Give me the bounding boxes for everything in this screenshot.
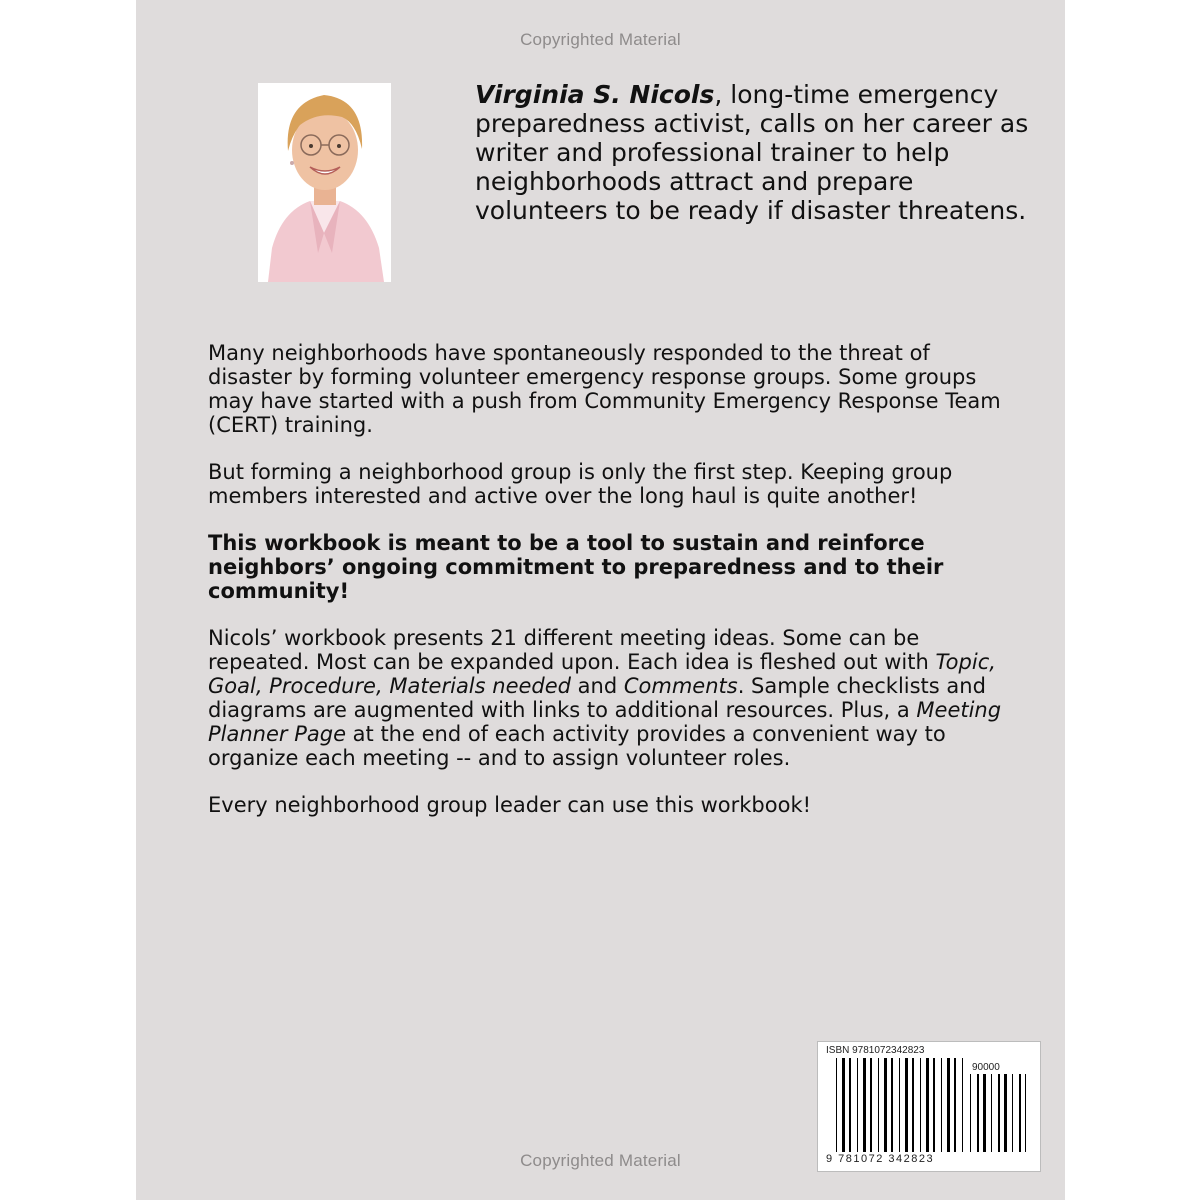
watermark-bottom: Copyrighted Material	[520, 1151, 681, 1170]
barcode-bar	[983, 1074, 986, 1152]
barcode-bar	[870, 1058, 872, 1152]
description	[208, 341, 1008, 840]
isbn-digits: 9 781072 342823	[826, 1153, 935, 1165]
barcode-bar	[863, 1058, 866, 1152]
barcode-bar	[849, 1058, 851, 1152]
author-portrait	[258, 83, 391, 282]
barcode-bar	[1012, 1074, 1013, 1152]
paragraph-contents	[208, 626, 1008, 770]
barcode-bar	[899, 1058, 900, 1152]
barcode-bar	[912, 1058, 914, 1152]
barcode-bar	[954, 1058, 956, 1152]
barcode-bar	[857, 1058, 858, 1152]
barcode-bar	[941, 1058, 942, 1152]
paragraph-purpose: This workbook is meant to be a tool to sustain and reinforce neighbors’ ongoing commitment to preparedness and to their community!	[208, 531, 944, 603]
paragraph-intro: Many neighborhoods have spontaneously responded to the threat of disaster by forming volunteer emergency response groups. Some groups may have started with a push from Community Emergency Response Team (CERT) training.	[208, 341, 1001, 437]
isbn-label: ISBN 9781072342823	[826, 1045, 925, 1056]
barcode-bar	[933, 1058, 935, 1152]
contents-text-1: Nicols’ workbook presents 21 different meeting ideas. Some can be repeated. Most can be expanded upon. Each idea is fleshed out with	[208, 626, 936, 674]
barcode-bar	[891, 1058, 893, 1152]
contents-text-2: and	[571, 674, 624, 698]
barcode-addon-bars	[970, 1074, 1026, 1152]
author-photo	[258, 83, 391, 282]
barcode-bar	[977, 1074, 979, 1152]
author-bio-text: , long-time emergency preparedness activist, calls on her career as writer and professional trainer to help neighborhoods attract and prepare volunteers to be ready if disaster threatens.	[475, 80, 1029, 225]
contents-italic-2: Comments	[623, 674, 738, 698]
paragraph-closing: Every neighborhood group leader can use this workbook!	[208, 793, 812, 817]
barcode-bar	[836, 1058, 837, 1152]
contents-italic-1: Topic, Goal, Procedure, Materials needed	[208, 650, 996, 698]
price-code: 90000	[972, 1062, 1000, 1073]
contents-italic-3: Meeting Planner Page	[208, 698, 1002, 746]
watermark-top: Copyrighted Material	[520, 30, 681, 49]
barcode-bar	[970, 1074, 971, 1152]
contents-text-4: at the end of each activity provides a convenient way to organize each meeting -- and to assign volunteer roles.	[208, 722, 946, 770]
contents-text-3: . Sample checklists and diagrams are augmented with links to additional resources. Plus, a	[208, 674, 986, 722]
back-cover	[136, 0, 1065, 1200]
barcode-bar	[962, 1058, 963, 1152]
barcode-bar	[1025, 1074, 1026, 1152]
author-bio	[475, 80, 1035, 225]
barcode-bar	[947, 1058, 950, 1152]
barcode-bar	[998, 1074, 1000, 1152]
author-name: Virginia S. Nicols	[475, 80, 715, 109]
barcode-bar	[920, 1058, 921, 1152]
paragraph-first-step: But forming a neighborhood group is only the first step. Keeping group members interested and active over the long haul is quite another!	[208, 460, 953, 508]
barcode-bar	[1019, 1074, 1021, 1152]
barcode-bar	[991, 1074, 992, 1152]
barcode-bar	[878, 1058, 879, 1152]
barcode-bar	[884, 1058, 887, 1152]
barcode-bar	[842, 1058, 845, 1152]
barcode-bar	[905, 1058, 908, 1152]
barcode-bar	[926, 1058, 929, 1152]
barcode-bars	[836, 1058, 964, 1152]
barcode-bar	[1004, 1074, 1007, 1152]
